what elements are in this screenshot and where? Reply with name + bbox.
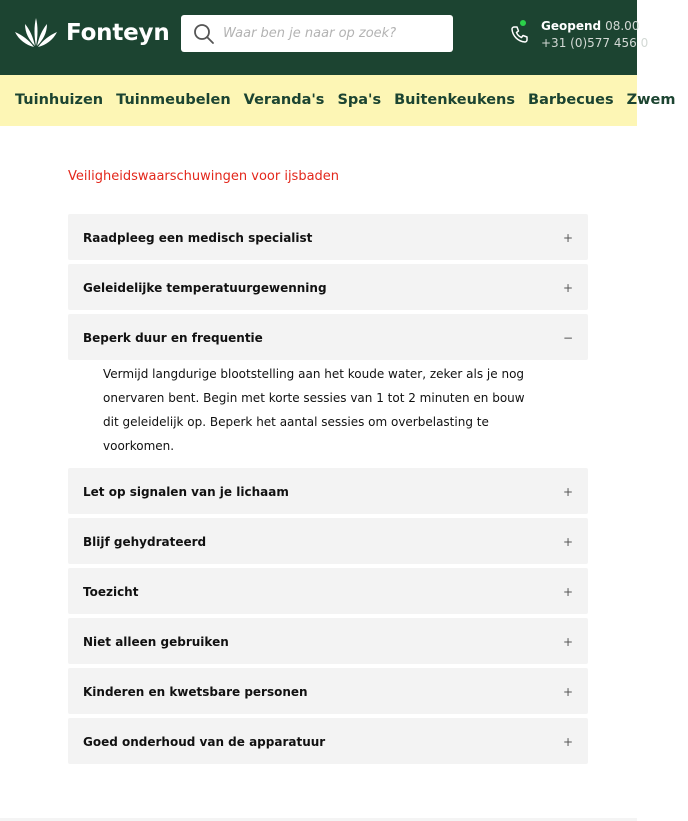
accordion-item: [68, 718, 588, 764]
accordion-item: [68, 668, 588, 714]
leaf-logo-icon: [14, 16, 58, 50]
nav-item-verandas[interactable]: Veranda's: [243, 92, 325, 108]
expand-plus-icon[interactable]: +: [562, 585, 573, 599]
expand-plus-icon[interactable]: +: [562, 231, 573, 245]
brand-name: Fonteyn: [66, 20, 170, 46]
site-header: [0, 0, 649, 75]
expand-plus-icon[interactable]: +: [562, 485, 573, 499]
main-navigation: [0, 75, 676, 126]
accordion-title: Toezicht: [83, 585, 139, 599]
nav-item-buitenkeukens[interactable]: Buitenkeukens: [394, 92, 516, 108]
nav-item-tuinhuizen[interactable]: Tuinhuizen: [15, 92, 104, 108]
opening-status: [541, 18, 648, 35]
accordion-header[interactable]: [68, 214, 588, 260]
accordion-header[interactable]: [68, 618, 588, 664]
accordion-title: Niet alleen gebruiken: [83, 635, 229, 649]
accordion-title: Kinderen en kwetsbare personen: [83, 685, 308, 699]
accordion-item: [68, 264, 588, 310]
expand-plus-icon[interactable]: +: [562, 535, 573, 549]
expand-plus-icon[interactable]: +: [562, 735, 573, 749]
accordion-title: Beperk duur en frequentie: [83, 331, 263, 345]
accordion-body-text: Vermijd langdurige blootstelling aan het koude water, zeker als je nog onervaren bent. Begin met korte sessies van 1 tot 2 minuten en bouw dit geleidelijk op. Beperk het aantal sessies om overbelasting te voorkomen.: [103, 367, 525, 453]
accordion-header[interactable]: [68, 264, 588, 310]
accordion-item: [68, 618, 588, 664]
search-input[interactable]: [223, 15, 445, 52]
accordion-item-expanded: [68, 314, 588, 464]
search-bar[interactable]: [181, 15, 453, 52]
open-status-label: Geopend: [541, 19, 602, 33]
accordion-item: [68, 214, 588, 260]
nav-item-zwem[interactable]: Zwem: [626, 92, 676, 108]
nav-item-barbecues[interactable]: Barbecues: [528, 92, 614, 108]
accordion-item: [68, 518, 588, 564]
accordion-header[interactable]: [68, 568, 588, 614]
accordion-title: Blijf gehydrateerd: [83, 535, 207, 549]
accordion-header[interactable]: [68, 314, 588, 360]
accordion-title: Geleidelijke temperatuurgewenning: [83, 281, 327, 295]
nav-item-spas[interactable]: Spa's: [337, 92, 382, 108]
open-status-dot: [520, 20, 526, 26]
nav-item-tuinmeubelen[interactable]: Tuinmeubelen: [116, 92, 231, 108]
search-icon[interactable]: [193, 23, 215, 45]
opening-hours: 08.00: [605, 19, 640, 33]
accordion-title: Raadpleeg een medisch specialist: [83, 231, 313, 245]
accordion-title: Goed onderhoud van de apparatuur: [83, 735, 326, 749]
expand-plus-icon[interactable]: +: [562, 281, 573, 295]
logo[interactable]: [14, 16, 170, 50]
accordion-title: Let op signalen van je lichaam: [83, 485, 289, 499]
accordion-item: [68, 568, 588, 614]
expand-plus-icon[interactable]: +: [562, 685, 573, 699]
collapse-minus-icon[interactable]: −: [562, 331, 573, 345]
accordion-header[interactable]: [68, 718, 588, 764]
accordion-header[interactable]: [68, 518, 588, 564]
accordion-header[interactable]: [68, 668, 588, 714]
page-heading-link[interactable]: Veiligheidswaarschuwingen voor ijsbaden: [68, 169, 340, 184]
phone-number[interactable]: +31 (0)577 456 0: [541, 36, 649, 50]
accordion-header[interactable]: [68, 468, 588, 514]
phone-icon: [510, 25, 529, 44]
safety-accordion: [68, 214, 588, 768]
accordion-item: [68, 468, 588, 514]
expand-plus-icon[interactable]: +: [562, 635, 573, 649]
